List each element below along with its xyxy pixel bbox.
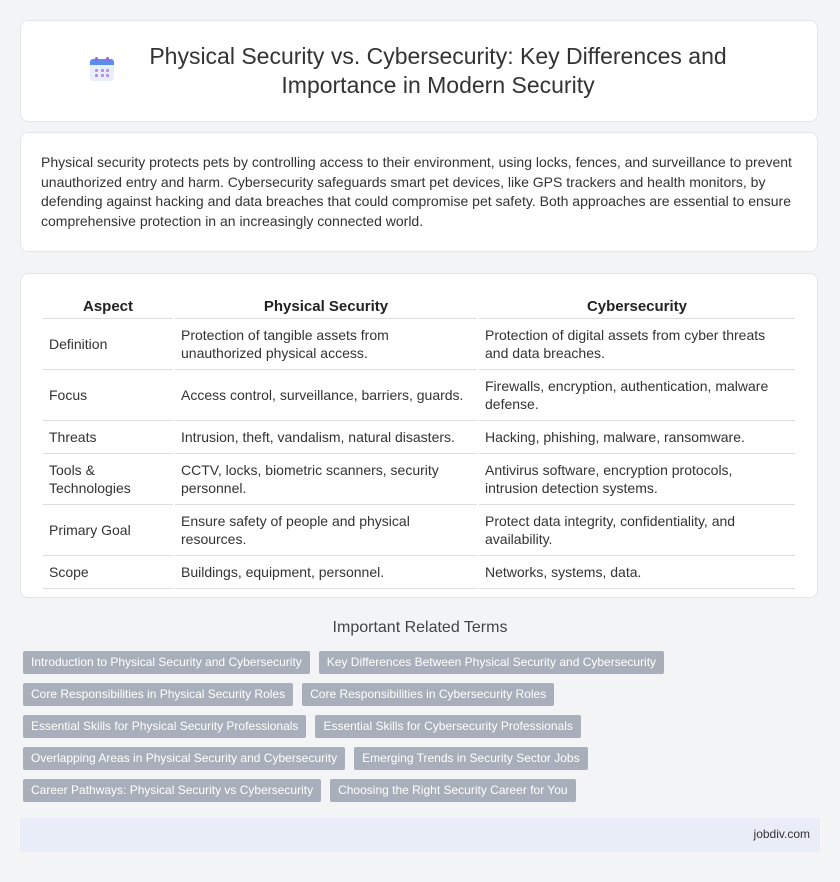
table-cell: Ensure safety of people and physical resources. [175, 505, 477, 556]
intro-paragraph: Physical security protects pets by controlling access to their environment, using locks, fences, and surveillance to prevent unauthorized entry and harm. Cybersecurity safeguards smart pet devices, like GPS trackers and health monitors, by defending against hacking and data breaches that could compromise pet safety. Both approaches are essential to ensure comprehensive protection in an increasingly connected world. [41, 154, 792, 229]
footer [20, 818, 820, 852]
related-term-link[interactable]: Essential Skills for Physical Security Professionals [23, 715, 306, 738]
related-term-link[interactable]: Overlapping Areas in Physical Security and Cybersecurity [23, 747, 345, 770]
related-terms-list [23, 651, 813, 802]
related-term-link[interactable]: Core Responsibilities in Cybersecurity Roles [302, 683, 554, 706]
calendar-icon [90, 57, 114, 83]
page-title: Physical Security vs. Cybersecurity: Key Differences and Importance in Modern Security [149, 43, 727, 98]
table-cell: Protection of tangible assets from unauthorized physical access. [175, 319, 477, 370]
column-header-cyber: Cybersecurity [479, 296, 795, 319]
table-cell: Access control, surveillance, barriers, guards. [175, 370, 477, 421]
table-row [43, 421, 795, 454]
table-cell: Networks, systems, data. [479, 556, 795, 589]
column-header-aspect: Aspect [43, 296, 173, 319]
table-cell: Intrusion, theft, vandalism, natural disasters. [175, 421, 477, 454]
related-terms-heading: Important Related Terms [332, 619, 508, 636]
table-cell: Hacking, phishing, malware, ransomware. [479, 421, 795, 454]
related-term-link[interactable]: Core Responsibilities in Physical Security Roles [23, 683, 293, 706]
table-header-row [43, 296, 795, 319]
table-cell: Buildings, equipment, personnel. [175, 556, 477, 589]
table-row [43, 319, 795, 370]
table-cell: Threats [43, 421, 173, 454]
table-cell: Focus [43, 370, 173, 421]
table-cell: Protect data integrity, confidentiality, and availability. [479, 505, 795, 556]
related-term-link[interactable]: Choosing the Right Security Career for You [330, 779, 575, 802]
related-term-link[interactable]: Introduction to Physical Security and Cybersecurity [23, 651, 310, 674]
comparison-card [20, 273, 818, 598]
table-cell: CCTV, locks, biometric scanners, security personnel. [175, 454, 477, 505]
table-row [43, 454, 795, 505]
comparison-table [41, 296, 797, 589]
related-term-link[interactable]: Essential Skills for Cybersecurity Professionals [315, 715, 580, 738]
table-cell: Scope [43, 556, 173, 589]
footer-site-link[interactable]: jobdiv.com [753, 827, 810, 841]
table-cell: Protection of digital assets from cyber threats and data breaches. [479, 319, 795, 370]
column-header-physical: Physical Security [175, 296, 477, 319]
table-row [43, 505, 795, 556]
title-card [20, 20, 818, 122]
table-cell: Antivirus software, encryption protocols, intrusion detection systems. [479, 454, 795, 505]
table-cell: Primary Goal [43, 505, 173, 556]
table-cell: Definition [43, 319, 173, 370]
table-cell: Firewalls, encryption, authentication, malware defense. [479, 370, 795, 421]
related-term-link[interactable]: Emerging Trends in Security Sector Jobs [354, 747, 587, 770]
related-term-link[interactable]: Career Pathways: Physical Security vs Cybersecurity [23, 779, 321, 802]
table-cell: Tools & Technologies [43, 454, 173, 505]
table-row [43, 370, 795, 421]
table-row [43, 556, 795, 589]
intro-card [20, 132, 818, 252]
related-term-link[interactable]: Key Differences Between Physical Security and Cybersecurity [319, 651, 664, 674]
